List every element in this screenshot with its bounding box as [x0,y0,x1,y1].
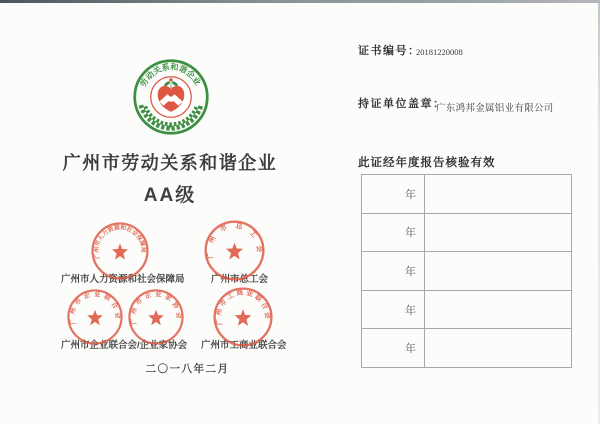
year-cell: 年 [362,213,425,252]
table-row [362,175,572,214]
svg-text:广州市人力资源和社会保障局: 广州市人力资源和社会保障局 [94,225,146,260]
seal-label-enterprise-confederation: 广州市企业联合会/企业家协会 [61,340,188,351]
holder-unit-label: 持证单位盖章： [358,98,446,110]
verification-cell [425,252,572,291]
certificate-number-value: 20181220008 [416,47,463,57]
official-seal-hr-bureau-icon [90,221,150,281]
table-row [362,213,572,252]
svg-text:广州市工商业联合会: 广州市工商业联合会 [215,289,271,326]
verification-cell [425,329,572,368]
official-seal-enterprise-confederation-icon [66,288,124,346]
seal-label-trade-union: 广州市总工会 [211,274,269,285]
verification-cell [425,290,572,329]
seal-label-industry-commerce-federation: 广州市工商业联合会 [201,340,287,351]
verification-cell [425,213,572,252]
year-cell: 年 [362,290,425,329]
certificate-number-label: 证书编号： [358,45,421,57]
scan-edge-top [0,0,600,3]
annual-verification-table [361,174,572,368]
issue-date: 二〇一八年二月 [145,363,230,375]
svg-text:广州市企业联合会: 广州市企业联合会 [69,290,122,326]
annual-verification-note: 此证经年度报告核验有效 [358,157,496,169]
holder-unit-value: 广东鸿邦金属铝业有限公司 [436,104,554,114]
table-row [362,329,572,368]
certificate-grade: AA级 [143,185,197,206]
svg-text:广州市企业家协会: 广州市企业家协会 [130,290,183,326]
official-seal-industry-commerce-icon [212,286,274,348]
official-seal-trade-union-icon [203,219,266,282]
svg-text:广州市总工会: 广州市总工会 [206,222,263,260]
seal-label-hr-bureau: 广州市人力资源和社会保障局 [61,274,185,285]
harmonious-enterprise-emblem-icon [132,58,210,136]
table-row [362,290,572,329]
official-seal-entrepreneurs-association-icon [127,288,185,346]
verification-cell [425,175,572,214]
emblem-arc-text: 劳动关系和谐企业 [138,62,203,89]
year-cell: 年 [362,329,425,368]
year-cell: 年 [362,252,425,291]
table-row [362,252,572,291]
certificate-title: 广州市劳动关系和谐企业 [62,153,278,173]
year-cell: 年 [362,175,425,214]
